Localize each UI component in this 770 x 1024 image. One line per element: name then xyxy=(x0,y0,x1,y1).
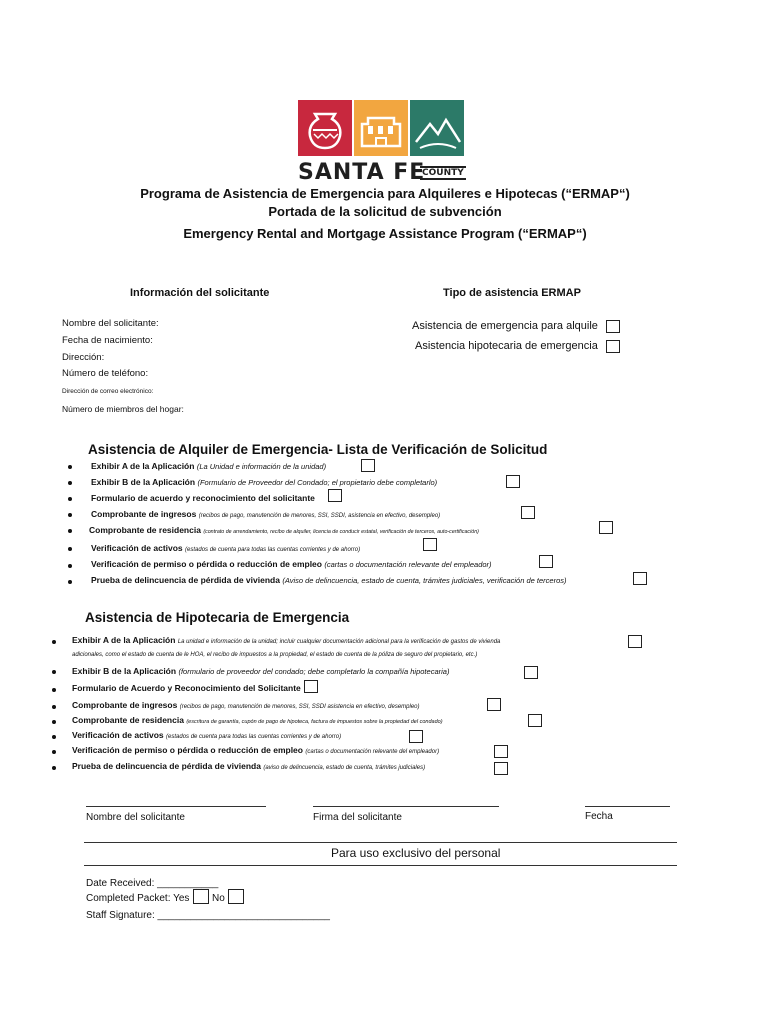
mortgage-item-exhibit-a-cont: adicionales, como el estado de cuenta de le HOA, el recibo de impuestos a la propiedad, el estado de cuenta de la póliza de seguro del propietario, etc.) xyxy=(72,652,478,658)
completed-no-label: No xyxy=(212,893,225,904)
applicant-name-label: Nombre del solicitante xyxy=(86,812,185,823)
bullet xyxy=(52,670,56,674)
date-line xyxy=(585,806,670,807)
mortgage-item-assets-checkbox[interactable] xyxy=(409,730,423,743)
bullet xyxy=(68,564,72,568)
bullet xyxy=(52,735,56,739)
mortgage-item-income-checkbox[interactable] xyxy=(487,698,501,711)
rental-item-income: Comprobante de ingresos (recibos de pago, manutención de menores, SSI, SSDI, asistencia en efectivo, desempleo) xyxy=(91,509,441,519)
date-received-field: Date Received: ___________ xyxy=(86,878,219,889)
type-heading: Tipo de asistencia ERMAP xyxy=(443,287,581,299)
mountain-icon xyxy=(410,100,464,156)
rental-item-delinquency-checkbox[interactable] xyxy=(633,572,647,585)
rental-item-residence-checkbox[interactable] xyxy=(599,521,613,534)
adobe-building-icon xyxy=(354,100,408,156)
santa-fe-county-logo xyxy=(298,100,468,185)
field-birthdate: Fecha de nacimiento: xyxy=(62,335,153,346)
name-signature-line xyxy=(86,806,266,807)
type-mortgage-label: Asistencia hipotecaria de emergencia xyxy=(415,340,598,352)
type-rental-label: Asistencia de emergencia para alquile xyxy=(412,320,598,332)
bullet xyxy=(52,750,56,754)
completed-packet-label: Completed Packet: Yes xyxy=(86,893,190,904)
completed-yes-checkbox[interactable] xyxy=(193,889,209,904)
mortgage-item-exhibit-b-checkbox[interactable] xyxy=(524,666,538,679)
mortgage-item-exhibit-b: Exhibir B de la Aplicación (formulario de proveedor del condado; debe completarlo la compañía hipotecaria) xyxy=(72,666,450,676)
staff-signature-field: Staff Signature: _______________________________ xyxy=(86,910,330,921)
rental-item-income-checkbox[interactable] xyxy=(521,506,535,519)
rental-item-delinquency: Prueba de delincuencia de pérdida de vivienda (Aviso de delincuencia, estado de cuenta, trámites judiciales, verificación de terceros) xyxy=(91,575,567,585)
bullet xyxy=(68,497,72,501)
mortgage-item-agreement: Formulario de Acuerdo y Reconocimiento del Solicitante xyxy=(72,683,301,693)
bullet xyxy=(68,547,72,551)
type-mortgage-checkbox[interactable] xyxy=(606,340,620,353)
date-label: Fecha xyxy=(585,811,613,822)
field-address: Dirección: xyxy=(62,352,105,363)
bullet xyxy=(68,529,72,533)
logo-county: COUNTY xyxy=(422,168,464,178)
rental-item-assets-checkbox[interactable] xyxy=(423,538,437,551)
mortgage-item-exhibit-a-checkbox[interactable] xyxy=(628,635,642,648)
subtitle-es: Portada de la solicitud de subvención xyxy=(268,204,502,219)
bullet xyxy=(68,465,72,469)
title-en: Emergency Rental and Mortgage Assistance Program (“ERMAP“) xyxy=(183,226,587,241)
mortgage-item-residence-checkbox[interactable] xyxy=(528,714,542,727)
applicant-signature-label: Firma del solicitante xyxy=(313,812,402,823)
bullet xyxy=(68,481,72,485)
rental-item-exhibit-a: Exhibir A de la Aplicación (La Unidad e información de la unidad) xyxy=(91,461,327,471)
completed-no-checkbox[interactable] xyxy=(228,889,244,904)
field-household: Número de miembros del hogar: xyxy=(62,404,184,414)
field-phone: Número de teléfono: xyxy=(62,368,149,379)
mortgage-item-exhibit-a: Exhibir A de la Aplicación La unidad e información de la unidad; incluir cualquier documentación adicional para la verificación de gastos de vivienda xyxy=(72,635,501,645)
mortgage-item-employment-checkbox[interactable] xyxy=(494,745,508,758)
mortgage-item-agreement-checkbox[interactable] xyxy=(304,680,318,693)
signature-line xyxy=(313,806,499,807)
bullet xyxy=(52,705,56,709)
logo-wordmark: SANTA FE xyxy=(298,160,426,185)
title-es: Programa de Asistencia de Emergencia para Alquileres e Hipotecas (“ERMAP“) xyxy=(140,186,630,201)
rental-item-exhibit-a-checkbox[interactable] xyxy=(361,459,375,472)
staff-heading: Para uso exclusivo del personal xyxy=(331,846,501,860)
mortgage-item-income: Comprobante de ingresos (recibos de pago, manutención de menores, SSI, SSDI asistencia en efectivo, desempleo) xyxy=(72,700,420,710)
bullet xyxy=(52,720,56,724)
rental-item-assets: Verificación de activos (estados de cuenta para todas las cuentas corrientes y de ahorro) xyxy=(91,543,361,553)
bullet xyxy=(68,513,72,517)
mortgage-item-delinquency-checkbox[interactable] xyxy=(494,762,508,775)
mortgage-item-residence: Comprobante de residencia (escritura de garantía, cupón de pago de hipoteca, factura de impuestos sobre la propiedad del condado) xyxy=(72,715,443,725)
rental-item-exhibit-b-checkbox[interactable] xyxy=(506,475,520,488)
bullet xyxy=(68,580,72,584)
type-rental-checkbox[interactable] xyxy=(606,320,620,333)
bullet xyxy=(52,640,56,644)
rental-item-exhibit-b: Exhibir B de la Aplicación (Formulario de Proveedor del Condado; el propietario debe completarlo) xyxy=(91,477,438,487)
mortgage-heading: Asistencia de Hipotecaria de Emergencia xyxy=(85,610,350,625)
rental-item-residence: Comprobante de residencia (contrato de arrendamiento, recibo de alquiler, licencia de conducir estatal, verificación de terceros, auto-certificación) xyxy=(89,525,479,535)
rental-item-employment-checkbox[interactable] xyxy=(539,555,553,568)
mortgage-item-delinquency: Prueba de delincuencia de pérdida de vivienda (aviso de delincuencia, estado de cuenta, trámites judiciales) xyxy=(72,761,426,771)
rental-heading: Asistencia de Alquiler de Emergencia- Lista de Verificación de Solicitud xyxy=(88,442,548,457)
field-email: Dirección de correo electrónico: xyxy=(62,388,154,395)
rental-item-agreement: Formulario de acuerdo y reconocimiento del solicitante xyxy=(91,493,315,503)
pottery-icon xyxy=(298,100,352,156)
rental-item-agreement-checkbox[interactable] xyxy=(328,489,342,502)
staff-top-rule xyxy=(84,842,677,843)
mortgage-item-assets: Verificación de activos (estados de cuenta para todas las cuentas corrientes y de ahorro) xyxy=(72,730,342,740)
mortgage-item-employment: Verificación de permiso o pérdida o reducción de empleo (cartas o documentación relevante del empleador) xyxy=(72,745,440,755)
bullet xyxy=(52,766,56,770)
rental-item-employment: Verificación de permiso o pérdida o reducción de empleo (cartas o documentación relevante del empleador) xyxy=(91,559,492,569)
applicant-heading: Información del solicitante xyxy=(130,287,270,299)
field-name: Nombre del solicitante: xyxy=(62,318,159,329)
bullet xyxy=(52,688,56,692)
staff-bottom-rule xyxy=(84,865,677,866)
